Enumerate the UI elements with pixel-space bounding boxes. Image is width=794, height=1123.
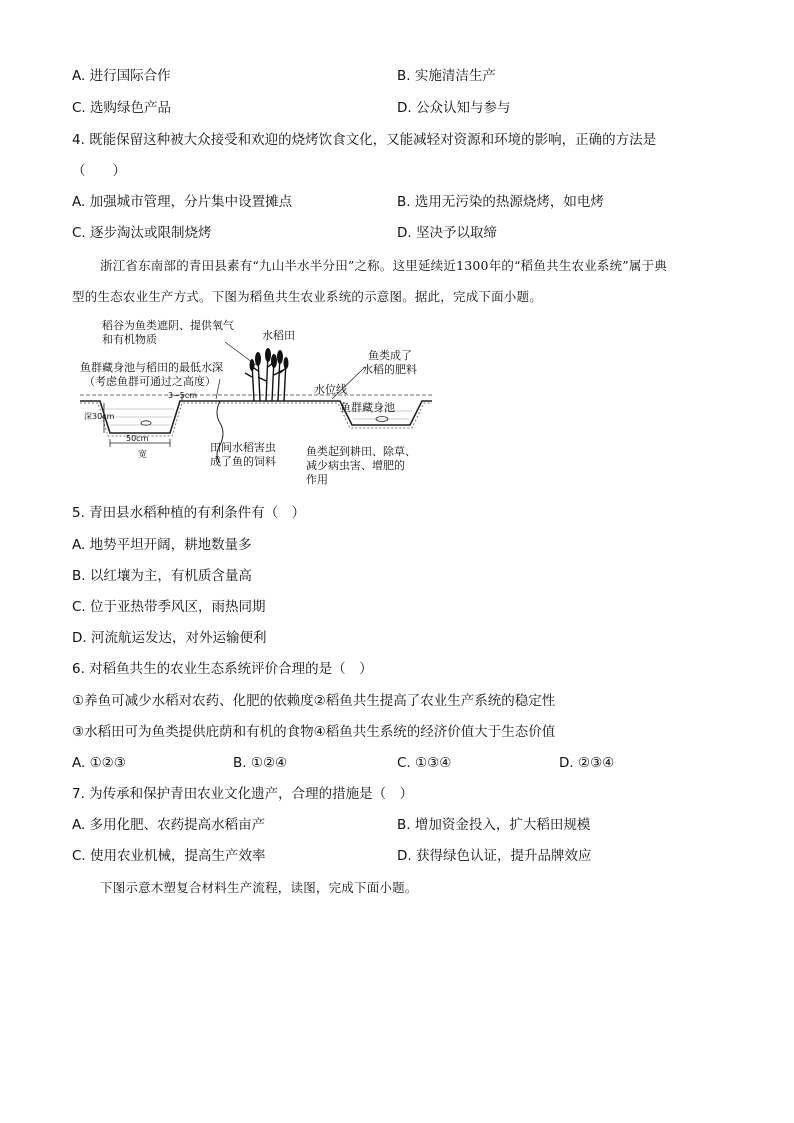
- q4-stem: 4. 既能保留这种被大众接受和欢迎的烧烤饮食文化，又能减轻对资源和环境的影响，正确的方法是: [72, 132, 657, 148]
- q4-option-c: C. 逐步淘汰或限制烧烤: [72, 225, 212, 241]
- q6-statements-1: ①养鱼可减少水稻对农药、化肥的依赖度②稻鱼共生提高了农业生产系统的稳定性: [72, 693, 556, 709]
- q4-option-d: D. 坚决予以取缔: [397, 225, 497, 241]
- q6-option-c: C. ①③④: [397, 755, 452, 771]
- passage1-line1: 浙江省东南部的青田县素有“九山半水半分田”之称。这里延续近1300年的“稻鱼共生农业系统”属于典: [100, 258, 667, 273]
- q3-option-a: A. 进行国际合作: [72, 68, 171, 84]
- label-min-depth-2: （考虑鱼群可通过之高度）: [84, 375, 216, 388]
- q5-stem: 5. 青田县水稻种植的有利条件有（ ）: [72, 505, 306, 521]
- label-fish-role-3: 作用: [306, 473, 328, 486]
- q7-stem: 7. 为传承和保护青田农业文化遗产，合理的措施是（ ）: [72, 786, 414, 802]
- label-paddy: 水稻田: [262, 329, 295, 342]
- label-min-depth-1: 鱼群藏身池与稻田的最低水深: [80, 361, 223, 374]
- q5-option-d: D. 河流航运发达，对外运输便利: [72, 630, 267, 646]
- q7-option-b: B. 增加资金投入，扩大稻田规模: [397, 817, 591, 833]
- q4-option-a: A. 加强城市管理，分片集中设置摊点: [72, 194, 293, 210]
- q6-statements-2: ③水稻田可为鱼类提供庇荫和有机的食物④稻鱼共生系统的经济价值大于生态价值: [72, 724, 556, 740]
- label-fish-role-2: 减少病虫害、增肥的: [306, 459, 405, 472]
- label-fish-fertilizer-2: 水稻的肥料: [362, 363, 417, 376]
- q6-option-d: D. ②③④: [559, 755, 615, 771]
- label-width-50: 50cm: [126, 434, 149, 443]
- q3-option-c: C. 选购绿色产品: [72, 100, 172, 116]
- fish-icon: [141, 421, 151, 425]
- label-depth-30: 深30cm: [84, 412, 115, 421]
- q5-option-b: B. 以红壤为主，有机质含量高: [72, 568, 252, 584]
- label-width: 宽: [138, 450, 148, 460]
- q7-option-c: C. 使用农业机械，提高生产效率: [72, 848, 266, 864]
- q4-option-b: B. 选用无污染的热源烧烤，如电烤: [397, 194, 604, 210]
- passage1-line2: 型的生态农业生产方式。下图为稻鱼共生农业系统的示意图。据此，完成下面小题。: [72, 289, 542, 304]
- q7-option-d: D. 获得绿色认证，提升品牌效应: [397, 848, 592, 864]
- q6-option-a: A. ①②③: [72, 755, 126, 771]
- label-pests-2: 成了鱼的饲料: [210, 455, 276, 468]
- q7-option-a: A. 多用化肥、农药提高水稻亩产: [72, 817, 266, 833]
- q6-stem: 6. 对稻鱼共生的农业生态系统评价合理的是（ ）: [72, 661, 373, 677]
- rice-fish-diagram: [70, 315, 440, 495]
- label-rice-shade-2: 和有机物质: [102, 333, 157, 346]
- label-rice-shade-1: 稻谷为鱼类遮阴、提供氧气: [102, 319, 234, 332]
- label-fish-pool: 鱼群藏身池: [340, 401, 395, 414]
- label-pests-1: 田间水稻害虫: [210, 441, 276, 454]
- label-depth-3-5: 3~5cm: [168, 391, 198, 400]
- q4-blank: （ ）: [72, 163, 126, 179]
- q5-option-a: A. 地势平坦开阔，耕地数量多: [72, 537, 252, 553]
- q3-option-d: D. 公众认知与参与: [397, 100, 511, 116]
- q6-option-b: B. ①②④: [233, 755, 288, 771]
- label-fish-role-1: 鱼类起到耕田、除草、: [306, 445, 416, 458]
- label-water-line: 水位线: [314, 383, 347, 396]
- label-fish-fertilizer-1: 鱼类成了: [368, 349, 412, 362]
- passage2: 下图示意木塑复合材料生产流程，读图，完成下面小题。: [100, 880, 418, 895]
- q5-option-c: C. 位于亚热带季风区，雨热同期: [72, 599, 266, 615]
- q3-option-b: B. 实施清洁生产: [397, 68, 496, 84]
